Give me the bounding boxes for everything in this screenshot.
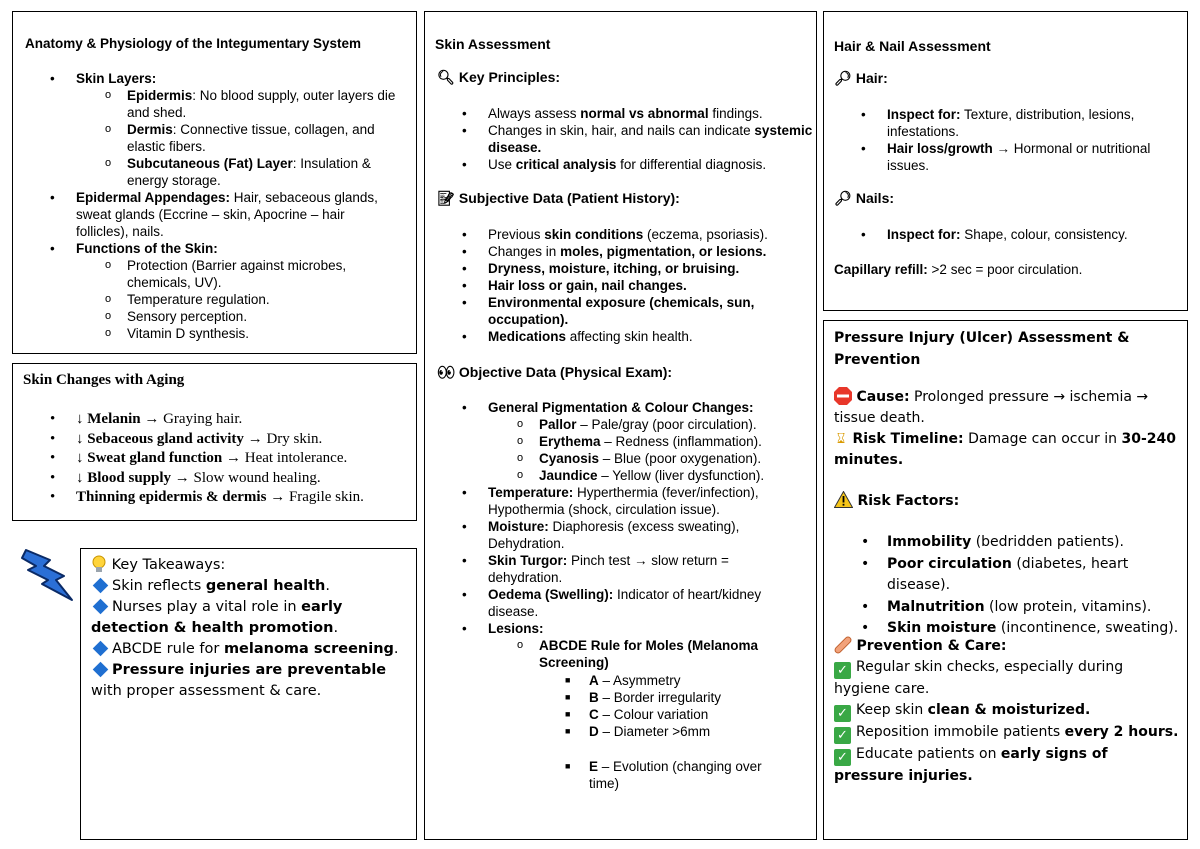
colour-change-item: o Erythema – Redness (inflammation). xyxy=(425,433,805,450)
temperature-item: • Temperature: Hyperthermia (fever/infection), Hypothermia (shock, circulation issue). xyxy=(425,484,805,518)
dermis-item: o Dermis: Connective tissue, collagen, and elastic fibers. xyxy=(13,121,413,155)
aging-item: • ↓ Sebaceous gland activity → Dry skin. xyxy=(13,430,413,450)
principle-item: • Use critical analysis for differential diagnosis. xyxy=(425,156,813,173)
pressure-title: Pressure Injury (Ulcer) Assessment & Prevention xyxy=(834,330,1130,368)
function-item: o Protection (Barrier against microbes, chemicals, UV). xyxy=(13,257,413,291)
magnifier-icon: 🔍︎ xyxy=(437,69,455,85)
aging-item: • ↓ Blood supply → Slow wound healing. xyxy=(13,469,413,489)
subjective-item: • Changes in moles, pigmentation, or lesions. xyxy=(425,243,805,260)
takeaway-item: Nurses play a vital role in early detection & health promotion. xyxy=(91,599,343,636)
subjective-item: • Previous skin conditions (eczema, psoriasis). xyxy=(425,226,805,243)
takeaway-item: ABCDE rule for melanoma screening. xyxy=(91,639,411,660)
pressure-injury-panel xyxy=(823,320,1188,840)
colour-change-item: o Cyanosis – Blue (poor oxygenation). xyxy=(425,450,805,467)
turgor-item: • Skin Turgor: Pinch test → slow return = dehydration. xyxy=(425,552,805,586)
takeaways-panel xyxy=(80,548,417,840)
prevention-item: ✓ Keep skin clean & moisturized. xyxy=(834,700,1179,722)
hair-nail-panel xyxy=(823,11,1188,311)
takeaway-item: Pressure injuries are preventable with proper assessment & care. xyxy=(91,662,387,699)
skin-assessment-panel xyxy=(424,11,817,840)
colour-change-item: o Pallor – Pale/gray (poor circulation). xyxy=(425,416,805,433)
aging-panel xyxy=(12,363,417,521)
abcde-letter-item: ■ A – Asymmetry xyxy=(565,673,681,688)
aging-item: • ↓ Sweat gland function → Heat intolerance. xyxy=(13,449,413,469)
pigmentation-item: • General Pigmentation & Colour Changes: o Pallor – Pale/gray (poor circulation). o Erythema – Redness (inflammation). o Cyanosis – Blue (poor oxygenation). o Jaundice – Yellow (liver dysfunction). xyxy=(425,399,805,484)
objective-heading: 👀︎ Objective Data (Physical Exam): xyxy=(437,364,673,380)
risk-factor-item: • Immobility (bedridden patients). xyxy=(824,532,1184,554)
risk-factor-item: • Poor circulation (diabetes, heart disease). xyxy=(824,554,1184,597)
anatomy-panel xyxy=(12,11,417,354)
principle-item: • Changes in skin, hair, and nails can indicate systemic disease. xyxy=(425,122,813,156)
functions-item: • Functions of the Skin: o Protection (Barrier against microbes, chemicals, UV). o Temperature regulation. o Sensory perception. o Vitamin D synthesis. xyxy=(13,240,413,342)
warning-icon xyxy=(834,491,853,508)
abcde-letter-item: ■ C – Colour variation xyxy=(565,707,709,722)
subjective-item: • Environmental exposure (chemicals, sun, occupation). xyxy=(425,294,805,328)
blue-diamond-icon xyxy=(93,599,109,615)
principle-item: • Always assess normal vs abnormal findings. xyxy=(425,105,813,122)
prevention-item: ✓ Educate patients on early signs of pressure injuries. xyxy=(834,746,1108,784)
subjective-item: • Hair loss or gain, nail changes. xyxy=(425,277,805,294)
blue-diamond-icon xyxy=(93,662,109,678)
subjective-heading: 📝︎ Subjective Data (Patient History): xyxy=(437,190,680,206)
capillary-refill: Capillary refill: >2 sec = poor circulation. xyxy=(834,262,1083,277)
bandage-icon xyxy=(834,636,852,654)
takeaway-item: Skin reflects general health. xyxy=(91,576,411,597)
hair-item: • Inspect for: Texture, distribution, lesions, infestations. xyxy=(824,106,1179,140)
aging-item: • ↓ Melanin → Graying hair. xyxy=(13,410,413,430)
check-mark-icon: ✓ xyxy=(834,749,851,766)
subjective-item: • Dryness, moisture, itching, or bruising. xyxy=(425,260,805,277)
takeaways-heading: Key Takeaways: xyxy=(91,555,411,576)
colour-change-item: o Jaundice – Yellow (liver dysfunction). xyxy=(425,467,805,484)
blue-diamond-icon xyxy=(93,578,109,594)
nails-heading: 🔎︎ Nails: xyxy=(834,190,895,206)
abcde-letter-item: ■ B – Border irregularity xyxy=(565,690,722,705)
aging-title: Skin Changes with Aging xyxy=(23,372,185,388)
eyes-icon: 👀︎ xyxy=(437,364,455,380)
prevention-heading: Prevention & Care: xyxy=(834,636,1179,657)
aging-item: • Thinning epidermis & dermis → Fragile skin. xyxy=(13,488,413,508)
skin-assessment-title: Skin Assessment xyxy=(435,36,551,52)
hourglass-icon: ⌛︎ xyxy=(836,431,846,447)
function-item: o Sensory perception. xyxy=(13,308,413,325)
subjective-item: • Medications affecting skin health. xyxy=(425,328,805,345)
stop-sign-icon xyxy=(834,387,852,405)
lightning-bolt-icon xyxy=(20,546,74,604)
memo-icon: 📝︎ xyxy=(437,190,455,206)
risk-factors-heading: Risk Factors: xyxy=(834,491,959,512)
skin-layers-item: • Skin Layers: o Epidermis: No blood supply, outer layers die and shed. o Dermis: Connective tissue, collagen, and elastic fibers. o Subcutaneous (Fat) Layer: Insulation & energy storage. xyxy=(13,70,413,189)
anatomy-title: Anatomy & Physiology of the Integumentary System xyxy=(25,36,362,51)
magnifier-icon: 🔎︎ xyxy=(834,190,852,206)
oedema-item: • Oedema (Swelling): Indicator of heart/kidney disease. xyxy=(425,586,805,620)
prevention-item: ✓ Reposition immobile patients every 2 hours. xyxy=(834,722,1179,744)
subcutaneous-item: o Subcutaneous (Fat) Layer: Insulation & energy storage. xyxy=(13,155,413,189)
function-item: o Vitamin D synthesis. xyxy=(13,325,413,342)
risk-factor-item: • Malnutrition (low protein, vitamins). xyxy=(824,597,1184,619)
epidermis-item: o Epidermis: No blood supply, outer layers die and shed. xyxy=(13,87,413,121)
hair-heading: 🔎︎ Hair: xyxy=(834,70,888,86)
hair-nail-title: Hair & Nail Assessment xyxy=(834,38,991,54)
moisture-item: • Moisture: Diaphoresis (excess sweating), Dehydration. xyxy=(425,518,805,552)
magnifier-icon: 🔎︎ xyxy=(834,70,852,86)
abcde-letter-item: ■ E – Evolution (changing over time) xyxy=(565,759,762,791)
abcde-letter-item: ■ D – Diameter >6mm xyxy=(565,724,711,739)
check-mark-icon: ✓ xyxy=(834,662,851,679)
hair-item: • Hair loss/growth → Hormonal or nutritional issues. xyxy=(824,140,1179,174)
prevention-item: ✓ Regular skin checks, especially during hygiene care. xyxy=(834,659,1124,697)
risk-factor-item: • Skin moisture (incontinence, sweating). xyxy=(824,618,1184,640)
check-mark-icon: ✓ xyxy=(834,727,851,744)
cause-line: Cause: Prolonged pressure → ischemia → tissue death. xyxy=(834,389,1149,426)
abcde-rule-item: o ABCDE Rule for Moles (Melanoma Screening) xyxy=(425,637,805,671)
key-principles-heading: 🔍︎ Key Principles: xyxy=(437,69,561,85)
blue-diamond-icon xyxy=(93,641,109,657)
appendages-item: • Epidermal Appendages: Hair, sebaceous glands, sweat glands (Eccrine – skin, Apocrine – hair follicles), nails. xyxy=(13,189,413,240)
check-mark-icon: ✓ xyxy=(834,705,851,722)
risk-timeline-line: ⌛︎ Risk Timeline: Damage can occur in 30-240 minutes. xyxy=(834,431,1176,468)
lightbulb-icon xyxy=(91,555,107,573)
function-item: o Temperature regulation. xyxy=(13,291,413,308)
lesions-item: • Lesions: o ABCDE Rule for Moles (Melanoma Screening) ■ A – Asymmetry ■ B – Border irregularity ■ C – Colour variation ■ D – Diameter >6mm ■ E – Evolution (changing over time) xyxy=(425,620,805,792)
nails-item: • Inspect for: Shape, colour, consistency. xyxy=(824,226,1179,243)
